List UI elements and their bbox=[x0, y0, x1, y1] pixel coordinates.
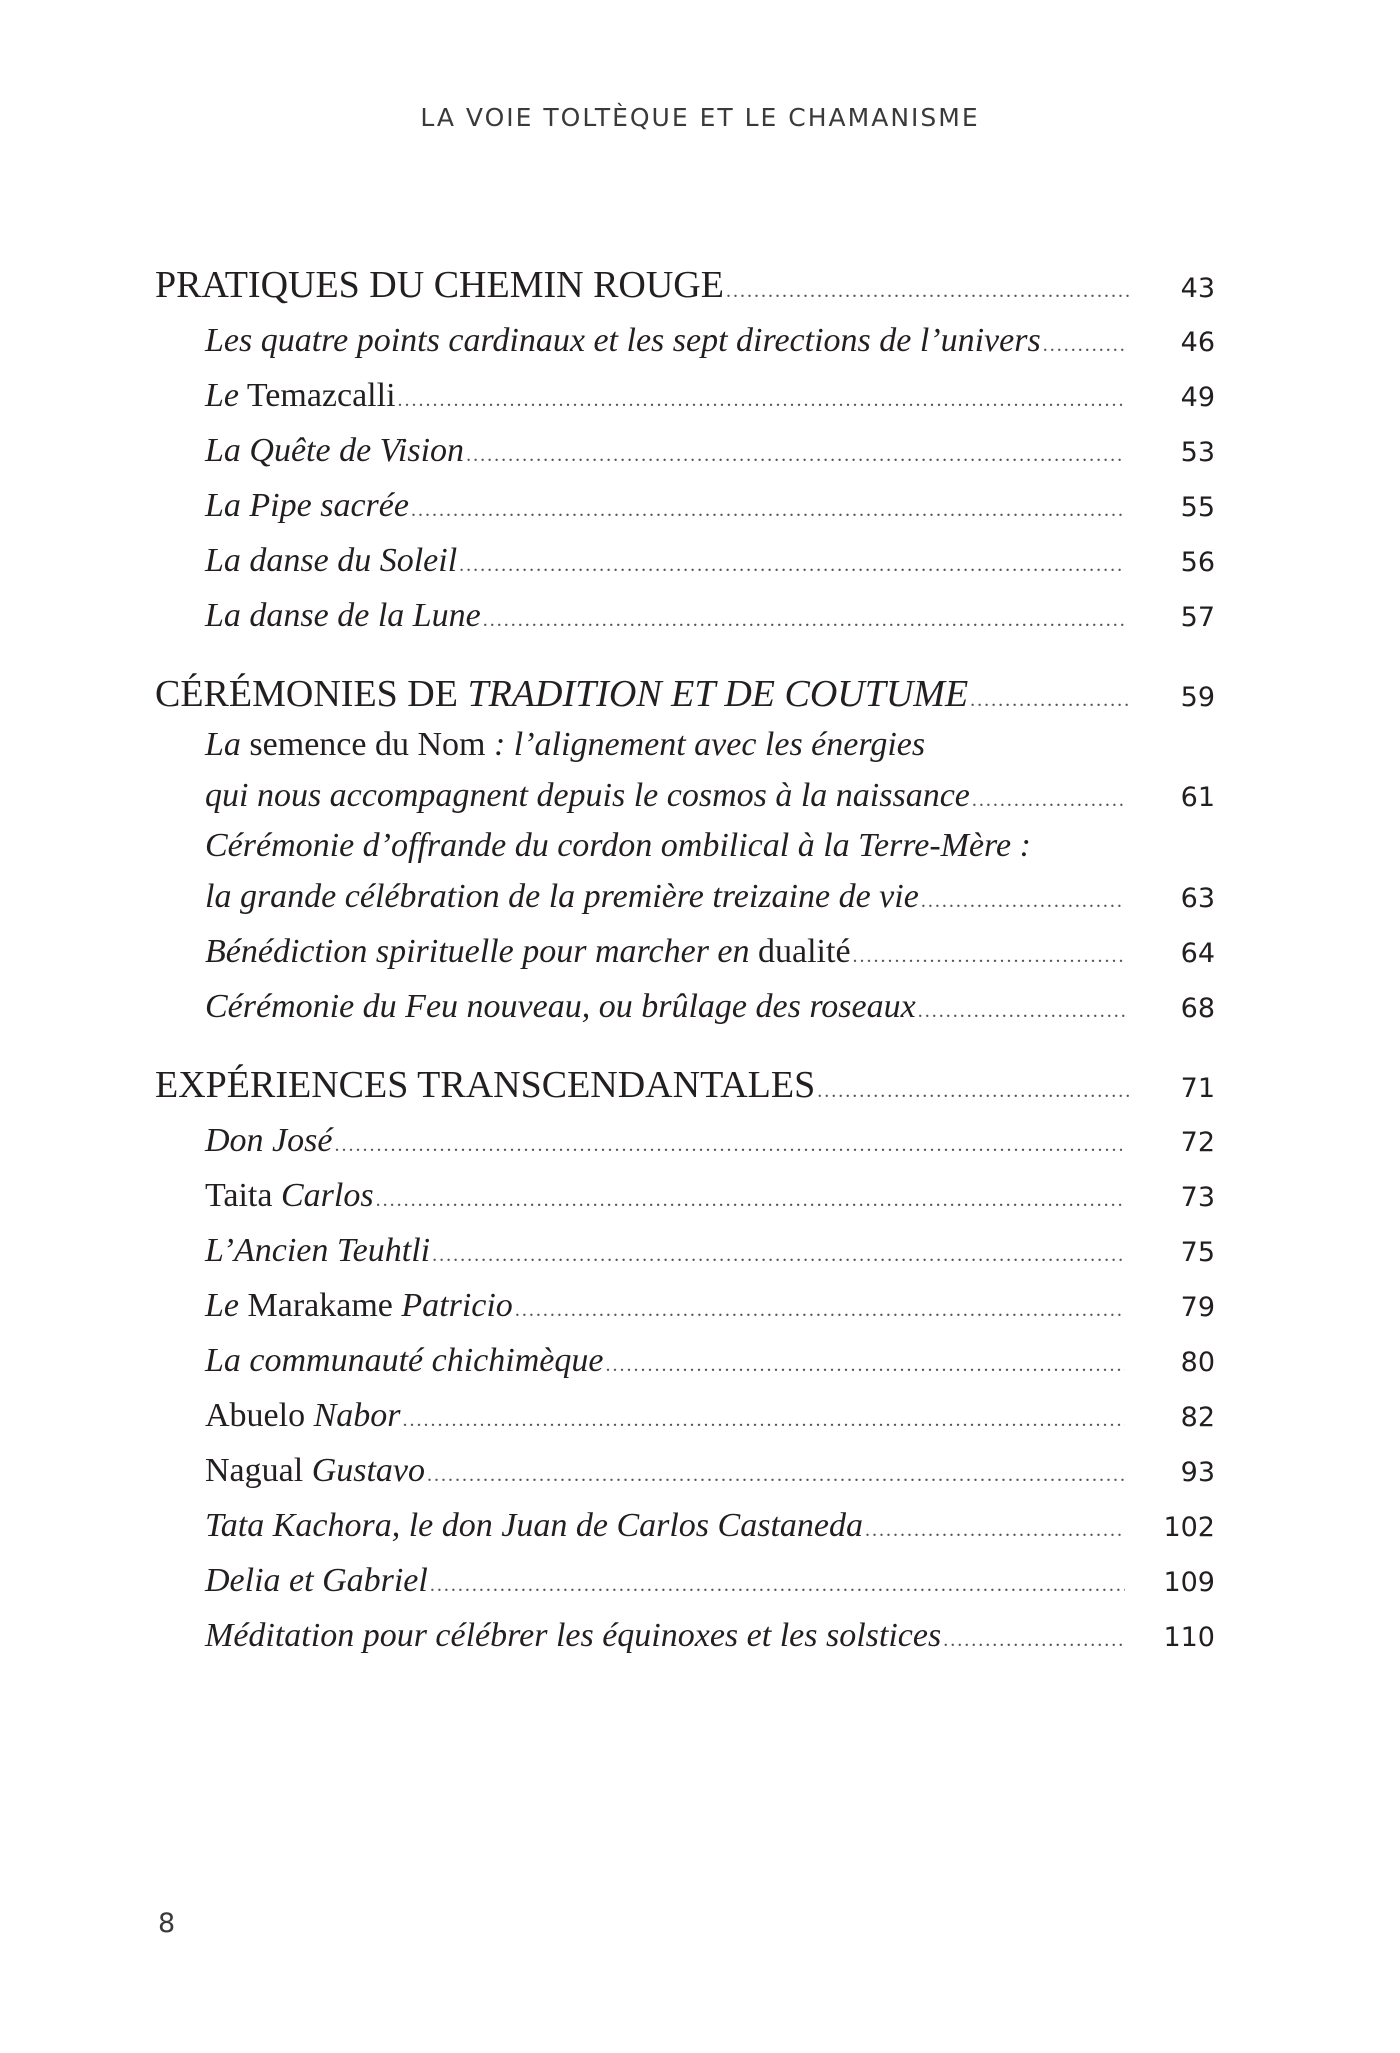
toc-entry[interactable] bbox=[155, 368, 1215, 423]
page-number: 49 bbox=[1180, 382, 1215, 413]
toc-heading[interactable] bbox=[155, 258, 1215, 313]
table-of-contents bbox=[155, 258, 1215, 1687]
toc-entry[interactable] bbox=[155, 1333, 1215, 1388]
toc-entry-line1[interactable] bbox=[155, 823, 1215, 869]
page-number: 43 bbox=[1180, 273, 1215, 304]
toc-entry-title: La Quête de Vision bbox=[205, 432, 465, 469]
toc-entry-title: Delia et Gabriel bbox=[205, 1562, 428, 1599]
toc-entry-title: Le Temazcalli bbox=[205, 377, 396, 414]
toc-entry-title: Le Marakame Patricio bbox=[205, 1287, 513, 1324]
page-number: 93 bbox=[1180, 1457, 1215, 1488]
toc-heading-title: PRATIQUES DU CHEMIN ROUGE bbox=[155, 264, 724, 306]
toc-entry-title: Don José bbox=[205, 1122, 333, 1159]
toc-entry[interactable] bbox=[155, 313, 1215, 368]
dot-leader bbox=[970, 673, 1129, 728]
toc-entry-title: Abuelo Nabor bbox=[205, 1397, 401, 1434]
page-folio: 8 bbox=[158, 1908, 176, 1939]
page-number: 57 bbox=[1180, 602, 1215, 633]
dot-leader bbox=[865, 1503, 1125, 1558]
toc-entry[interactable] bbox=[155, 869, 1215, 924]
dot-leader bbox=[483, 593, 1125, 648]
toc-entry-title: Nagual Gustavo bbox=[205, 1452, 426, 1489]
toc-entry-title: Cérémonie d’offrande du cordon ombilical à la Terre-Mère : bbox=[205, 827, 1031, 864]
page-number: 68 bbox=[1180, 993, 1215, 1024]
toc-entry-title: la grande célébration de la première treizaine de vie bbox=[205, 878, 919, 915]
dot-leader bbox=[1043, 318, 1125, 373]
toc-heading[interactable] bbox=[155, 1058, 1215, 1113]
page-number: 73 bbox=[1180, 1182, 1215, 1213]
page-number: 61 bbox=[1180, 782, 1215, 813]
page-number: 82 bbox=[1180, 1402, 1215, 1433]
toc-entry[interactable] bbox=[155, 533, 1215, 588]
toc-entry[interactable] bbox=[155, 1113, 1215, 1168]
toc-entry[interactable] bbox=[155, 1553, 1215, 1608]
toc-entry-title: Cérémonie du Feu nouveau, ou brûlage des roseaux bbox=[205, 988, 916, 1025]
page-number: 56 bbox=[1180, 547, 1215, 578]
toc-entry-title: La Pipe sacrée bbox=[205, 487, 409, 524]
dot-leader bbox=[853, 929, 1125, 984]
toc-entry-title: La danse du Soleil bbox=[205, 542, 458, 579]
toc-entry-title: Tata Kachora, le don Juan de Carlos Castaneda bbox=[205, 1507, 863, 1544]
toc-entry-title: La danse de la Lune bbox=[205, 597, 481, 634]
toc-entry-title: La semence du Nom : l’alignement avec les énergies bbox=[205, 726, 926, 763]
page-number: 102 bbox=[1163, 1512, 1215, 1543]
toc-heading[interactable] bbox=[155, 667, 1215, 722]
page-number: 72 bbox=[1180, 1127, 1215, 1158]
page-number: 53 bbox=[1180, 437, 1215, 468]
toc-entry-title: Les quatre points cardinaux et les sept directions de l’univers bbox=[205, 322, 1041, 359]
toc-section-ceremonies bbox=[155, 667, 1215, 1034]
toc-entry-line1[interactable] bbox=[155, 722, 1215, 768]
dot-leader bbox=[817, 1064, 1129, 1119]
toc-entry[interactable] bbox=[155, 423, 1215, 478]
dot-leader bbox=[972, 773, 1125, 828]
toc-entry[interactable] bbox=[155, 924, 1215, 979]
dot-leader bbox=[398, 373, 1125, 428]
dot-leader bbox=[427, 1448, 1125, 1503]
page-number: 71 bbox=[1180, 1073, 1215, 1104]
toc-entry-title: Bénédiction spirituelle pour marcher en dualité bbox=[205, 933, 851, 970]
dot-leader bbox=[459, 538, 1125, 593]
toc-entry[interactable] bbox=[155, 1498, 1215, 1553]
toc-heading-title: EXPÉRIENCES TRANSCENDANTALES bbox=[155, 1064, 816, 1106]
toc-heading-title: CÉRÉMONIES DE TRADITION ET DE COUTUME bbox=[155, 673, 969, 715]
page-number: 79 bbox=[1180, 1292, 1215, 1323]
dot-leader bbox=[403, 1393, 1125, 1448]
page-number: 63 bbox=[1180, 883, 1215, 914]
page-number: 80 bbox=[1180, 1347, 1215, 1378]
dot-leader bbox=[432, 1228, 1125, 1283]
toc-entry[interactable] bbox=[155, 1608, 1215, 1663]
toc-entry[interactable] bbox=[155, 1388, 1215, 1443]
page-number: 64 bbox=[1180, 938, 1215, 969]
dot-leader bbox=[515, 1283, 1125, 1338]
toc-entry[interactable] bbox=[155, 768, 1215, 823]
page-number: 59 bbox=[1180, 682, 1215, 713]
toc-entry-title: Méditation pour célébrer les équinoxes et les solstices bbox=[205, 1617, 942, 1654]
toc-section-experiences bbox=[155, 1058, 1215, 1663]
toc-entry[interactable] bbox=[155, 979, 1215, 1034]
page-number: 75 bbox=[1180, 1237, 1215, 1268]
page-number: 110 bbox=[1163, 1622, 1215, 1653]
dot-leader bbox=[605, 1338, 1125, 1393]
running-head: LA VOIE TOLTÈQUE ET LE CHAMANISME bbox=[420, 103, 980, 132]
dot-leader bbox=[334, 1118, 1125, 1173]
dot-leader bbox=[466, 428, 1125, 483]
toc-entry-title: Taita Carlos bbox=[205, 1177, 374, 1214]
dot-leader bbox=[411, 483, 1125, 538]
toc-entry[interactable] bbox=[155, 588, 1215, 643]
toc-entry[interactable] bbox=[155, 1168, 1215, 1223]
toc-entry[interactable] bbox=[155, 478, 1215, 533]
toc-entry-title: L’Ancien Teuhtli bbox=[205, 1232, 431, 1269]
toc-entry-title: La communauté chichimèque bbox=[205, 1342, 604, 1379]
dot-leader bbox=[943, 1613, 1125, 1668]
toc-entry[interactable] bbox=[155, 1223, 1215, 1278]
page-number: 109 bbox=[1163, 1567, 1215, 1598]
page-number: 55 bbox=[1180, 492, 1215, 523]
dot-leader bbox=[921, 874, 1125, 929]
dot-leader bbox=[918, 984, 1125, 1039]
toc-entry[interactable] bbox=[155, 1278, 1215, 1333]
toc-section-chemin-rouge bbox=[155, 258, 1215, 643]
page-number: 46 bbox=[1180, 327, 1215, 358]
toc-entry[interactable] bbox=[155, 1443, 1215, 1498]
dot-leader bbox=[430, 1558, 1125, 1613]
dot-leader bbox=[726, 264, 1129, 319]
dot-leader bbox=[376, 1173, 1125, 1228]
toc-entry-title: qui nous accompagnent depuis le cosmos à la naissance bbox=[205, 777, 970, 814]
